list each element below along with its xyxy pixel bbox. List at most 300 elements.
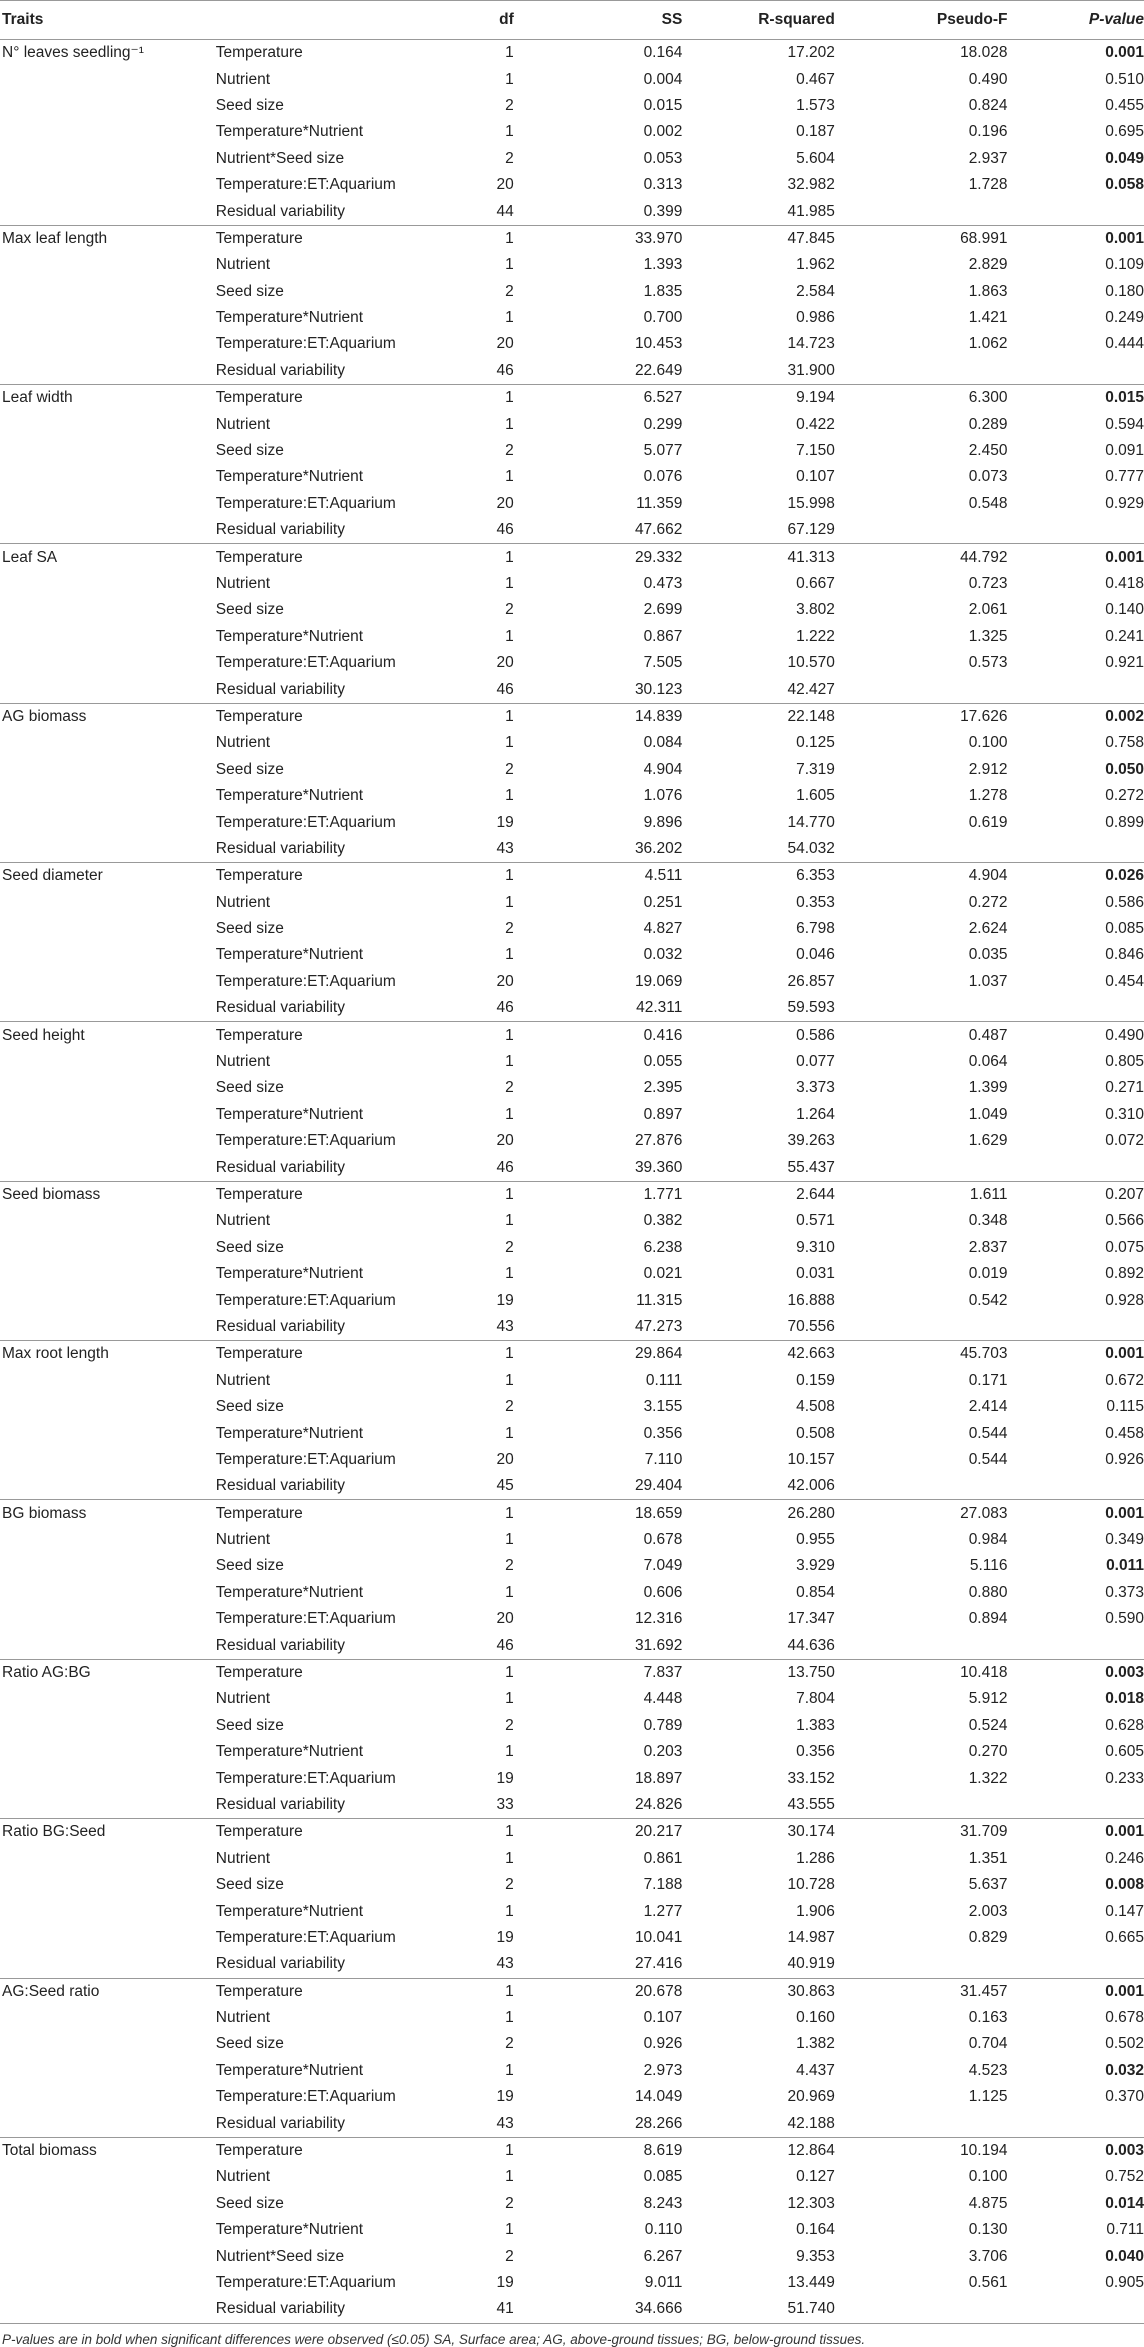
- table-row: [0, 1925, 1144, 1951]
- ss-value: 2.699: [643, 601, 683, 619]
- trait-name-empty: [0, 279, 216, 305]
- ss-value: 1.393: [643, 256, 683, 274]
- ss-value: 0.111: [645, 1371, 683, 1389]
- pseudo-f-value: 0.829: [968, 1928, 1008, 1946]
- df-value: 43: [496, 1317, 514, 1335]
- source-of-variation: Nutrient: [215, 734, 271, 752]
- header-r-squared: R-squared: [682, 1, 835, 40]
- p-value: [1007, 1951, 1144, 1978]
- p-value: 0.085: [1105, 920, 1144, 938]
- table-row: [0, 1208, 1144, 1234]
- trait-name-empty: [0, 995, 216, 1022]
- r-squared-value: 6.353: [682, 863, 835, 890]
- ss-value: 9.896: [643, 813, 683, 831]
- trait-name: Total biomass: [0, 2137, 216, 2164]
- p-value: 0.040: [1105, 2247, 1144, 2265]
- pseudo-f-value: 0.984: [968, 1531, 1008, 1549]
- trait-name-empty: [0, 2296, 216, 2322]
- df-value: 1: [505, 734, 514, 752]
- p-value: 0.072: [1105, 1132, 1144, 1150]
- r-squared-value: 14.723: [787, 335, 835, 353]
- source-of-variation: Nutrient: [215, 415, 271, 433]
- df-value: 46: [496, 680, 514, 698]
- trait-name-empty: [0, 1739, 216, 1765]
- df-value: 1: [423, 1978, 513, 2005]
- ss-value: 5.077: [643, 442, 683, 460]
- p-value: 0.015: [1007, 385, 1144, 412]
- ss-value: 0.399: [643, 202, 683, 220]
- pseudo-f-value: [835, 1632, 1008, 1659]
- r-squared-value: 0.160: [796, 2009, 835, 2027]
- source-of-variation: Nutrient: [215, 1053, 271, 1071]
- source-of-variation: Temperature*Nutrient: [215, 946, 364, 964]
- table-row: [0, 1473, 1144, 1500]
- df-value: 19: [496, 2088, 514, 2106]
- table-row: [0, 385, 1144, 412]
- trait-name-empty: [0, 916, 216, 942]
- ss-value: 0.021: [643, 1265, 683, 1283]
- table-row: [0, 2164, 1144, 2190]
- table-row: [0, 1287, 1144, 1313]
- source-of-variation: Temperature: [216, 703, 424, 730]
- p-value: 0.310: [1105, 1105, 1144, 1123]
- table-header: [0, 1, 1144, 40]
- df-value: 43: [496, 839, 514, 857]
- p-value: 0.207: [1007, 1181, 1144, 1208]
- pseudo-f-value: [835, 1314, 1008, 1341]
- table-row: [0, 783, 1144, 809]
- trait-name-empty: [0, 1580, 216, 1606]
- trait-name-empty: [0, 2191, 216, 2217]
- r-squared-value: 13.449: [787, 2274, 835, 2291]
- table-row: [0, 1580, 1144, 1606]
- df-value: 1: [505, 1690, 514, 1708]
- ss-value: 1.076: [643, 787, 683, 805]
- source-of-variation: Seed size: [215, 760, 284, 778]
- pseudo-f-value: 1.351: [968, 1849, 1008, 1867]
- ss-value: 0.085: [643, 2168, 683, 2186]
- table-row: [0, 571, 1144, 597]
- p-value: [1007, 1473, 1144, 1500]
- ss-value: 47.273: [634, 1317, 683, 1335]
- trait-name-empty: [0, 1368, 216, 1394]
- df-value: 1: [423, 863, 513, 890]
- source-of-variation: Temperature*Nutrient: [215, 2061, 364, 2079]
- trait-name-empty: [0, 331, 216, 357]
- source-of-variation: Residual variability: [215, 1477, 345, 1495]
- r-squared-value: 42.188: [787, 2114, 835, 2132]
- p-value: 0.455: [1105, 96, 1144, 114]
- table-row: [0, 146, 1144, 172]
- table-row: [0, 1553, 1144, 1579]
- p-value: 0.026: [1007, 863, 1144, 890]
- df-value: 20: [496, 494, 514, 512]
- df-value: 19: [496, 1291, 514, 1309]
- df-value: 1: [505, 44, 514, 62]
- pseudo-f-value: 2.061: [968, 601, 1008, 619]
- header-pseudo-f: Pseudo-F: [835, 1, 1008, 40]
- source-of-variation: Seed size: [215, 282, 284, 300]
- pseudo-f-value: 0.019: [968, 1265, 1008, 1283]
- ss-value: 0.203: [643, 1743, 683, 1761]
- r-squared-value: 1.286: [796, 1849, 835, 1867]
- df-value: 1: [423, 1181, 513, 1208]
- r-squared-value: 7.319: [796, 760, 835, 778]
- df-value: 2: [505, 1716, 514, 1734]
- p-value: 0.272: [1105, 787, 1144, 805]
- source-of-variation: Temperature:ET:Aquarium: [215, 335, 396, 353]
- p-value: 0.510: [1105, 70, 1144, 88]
- pseudo-f-value: 44.792: [835, 544, 1008, 571]
- r-squared-value: 1.382: [796, 2035, 835, 2053]
- pseudo-f-value: [835, 676, 1008, 703]
- p-value: 0.752: [1105, 2168, 1144, 2186]
- r-squared-value: 20.969: [787, 2088, 835, 2106]
- df-value: 20: [496, 1132, 514, 1150]
- df-value: 1: [505, 1849, 514, 1867]
- source-of-variation: Temperature:ET:Aquarium: [215, 1769, 396, 1787]
- source-of-variation: Residual variability: [215, 680, 345, 698]
- r-squared-value: 67.129: [787, 521, 835, 539]
- r-squared-value: 4.508: [796, 1398, 835, 1416]
- table-row: [0, 676, 1144, 703]
- r-squared-value: 0.353: [796, 893, 835, 911]
- table-row: [0, 464, 1144, 490]
- header-row: [0, 1, 1144, 40]
- df-value: 46: [496, 999, 514, 1017]
- ss-value: 0.084: [643, 734, 683, 752]
- trait-name-empty: [0, 66, 216, 92]
- source-of-variation: Nutrient*Seed size: [215, 2247, 345, 2265]
- ss-value: 10.041: [634, 1928, 683, 1946]
- trait-name-empty: [0, 2110, 216, 2137]
- table-row: [0, 1154, 1144, 1181]
- table-row: [0, 942, 1144, 968]
- ss-value: 0.926: [643, 2035, 683, 2053]
- p-value: 0.246: [1105, 1849, 1144, 1867]
- trait-name-empty: [0, 969, 216, 995]
- pseudo-f-value: 68.991: [835, 225, 1008, 252]
- df-value: 1: [423, 2137, 513, 2164]
- p-value: [1007, 1632, 1144, 1659]
- pseudo-f-value: 5.116: [969, 1557, 1008, 1575]
- r-squared-value: 39.263: [787, 1132, 835, 1150]
- table-row: [0, 2270, 1144, 2296]
- p-value: 0.050: [1105, 760, 1144, 778]
- r-squared-value: 59.593: [787, 999, 835, 1017]
- r-squared-value: 7.150: [796, 442, 835, 460]
- source-of-variation: Temperature: [216, 385, 424, 412]
- ss-value: 0.700: [643, 309, 683, 327]
- pseudo-f-value: [835, 2110, 1008, 2137]
- source-of-variation: Temperature:ET:Aquarium: [215, 1928, 396, 1946]
- table-row: [0, 1686, 1144, 1712]
- p-value: 0.001: [1007, 1500, 1144, 1527]
- pseudo-f-value: 2.937: [968, 149, 1008, 167]
- table-row: [0, 2137, 1144, 2164]
- ss-value: 0.055: [643, 1053, 683, 1071]
- pseudo-f-value: 1.062: [968, 335, 1008, 353]
- table-row: [0, 1368, 1144, 1394]
- df-value: 2: [505, 2035, 514, 2053]
- p-value: 0.672: [1105, 1371, 1144, 1389]
- p-value: 0.001: [1007, 225, 1144, 252]
- trait-name-empty: [0, 1553, 216, 1579]
- table-row: [0, 331, 1144, 357]
- ss-value: 4.904: [643, 760, 683, 778]
- source-of-variation: Temperature*Nutrient: [215, 1265, 364, 1283]
- trait-name-empty: [0, 517, 216, 544]
- source-of-variation: Seed size: [215, 442, 284, 460]
- pseudo-f-value: 0.544: [968, 1450, 1008, 1468]
- ss-value: 30.123: [634, 680, 683, 698]
- p-value: [1007, 198, 1144, 225]
- table-row: [0, 305, 1144, 331]
- p-value: 0.349: [1105, 1531, 1144, 1549]
- pseudo-f-value: 0.100: [968, 2168, 1008, 2186]
- pseudo-f-value: [835, 198, 1008, 225]
- p-value: [1007, 1792, 1144, 1819]
- r-squared-value: 70.556: [787, 1317, 835, 1335]
- trait-name-empty: [0, 1075, 216, 1101]
- p-value: 0.929: [1105, 494, 1144, 512]
- table-row: [0, 1792, 1144, 1819]
- trait-name-empty: [0, 119, 216, 145]
- table-row: [0, 2243, 1144, 2269]
- r-squared-value: 26.280: [682, 1500, 835, 1527]
- trait-name-empty: [0, 464, 216, 490]
- df-value: 19: [496, 813, 514, 831]
- pseudo-f-value: 0.880: [968, 1583, 1008, 1601]
- p-value: 0.777: [1105, 468, 1144, 486]
- pseudo-f-value: 0.894: [968, 1610, 1008, 1628]
- trait-name-empty: [0, 809, 216, 835]
- table-row: [0, 1314, 1144, 1341]
- trait-name: Seed height: [0, 1022, 216, 1049]
- pseudo-f-value: 0.824: [968, 96, 1008, 114]
- p-value: 0.665: [1105, 1928, 1144, 1946]
- ss-value: 0.861: [643, 1849, 683, 1867]
- r-squared-value: 41.313: [682, 544, 835, 571]
- r-squared-value: 0.127: [796, 2168, 835, 2186]
- r-squared-value: 5.604: [796, 149, 835, 167]
- p-value: [1007, 836, 1144, 863]
- r-squared-value: 30.174: [682, 1819, 835, 1846]
- source-of-variation: Seed size: [215, 1716, 284, 1734]
- r-squared-value: 54.032: [787, 839, 835, 857]
- ss-value: 7.505: [643, 654, 683, 672]
- p-value: 0.458: [1105, 1424, 1144, 1442]
- r-squared-value: 1.906: [796, 1902, 835, 1920]
- table-row: [0, 1632, 1144, 1659]
- r-squared-value: 9.353: [796, 2247, 835, 2265]
- trait-name-empty: [0, 1792, 216, 1819]
- ss-value: 20.678: [514, 1978, 683, 2005]
- ss-value: 36.202: [634, 839, 683, 857]
- pseudo-f-value: 10.418: [835, 1659, 1008, 1686]
- ss-value: 4.827: [643, 920, 683, 938]
- df-value: 2: [505, 1079, 514, 1097]
- table-row: [0, 1606, 1144, 1632]
- r-squared-value: 9.194: [682, 385, 835, 412]
- ss-value: 8.619: [514, 2137, 683, 2164]
- r-squared-value: 0.571: [796, 1212, 835, 1230]
- pseudo-f-value: 2.003: [968, 1902, 1008, 1920]
- r-squared-value: 33.152: [787, 1769, 835, 1787]
- source-of-variation: Seed size: [215, 1398, 284, 1416]
- pseudo-f-value: 4.523: [968, 2061, 1008, 2079]
- ss-value: 0.015: [643, 96, 683, 114]
- table-row: [0, 1102, 1144, 1128]
- table-row: [0, 1420, 1144, 1446]
- source-of-variation: Nutrient: [215, 1690, 271, 1708]
- ss-value: 7.188: [643, 1876, 683, 1894]
- df-value: 46: [496, 1158, 514, 1176]
- table-row: [0, 1022, 1144, 1049]
- trait-name: Seed diameter: [0, 863, 216, 890]
- trait-name-empty: [0, 1049, 216, 1075]
- table-row: [0, 1235, 1144, 1261]
- pseudo-f-value: 4.875: [968, 2194, 1008, 2212]
- r-squared-value: 0.854: [796, 1583, 835, 1601]
- pseudo-f-value: [835, 1473, 1008, 1500]
- source-of-variation: Temperature:ET:Aquarium: [215, 494, 396, 512]
- trait-name-empty: [0, 1846, 216, 1872]
- p-value: 0.032: [1105, 2061, 1144, 2079]
- table-row: [0, 225, 1144, 252]
- p-value: 0.058: [1105, 176, 1144, 194]
- table-footnote: P-values are in bold when significant differences were observed (≤0.05) SA, Surface area; AG, above-ground tissues; BG, below-ground tissues.: [0, 2323, 1144, 2347]
- source-of-variation: Residual variability: [215, 1636, 345, 1654]
- p-value: 0.233: [1105, 1769, 1144, 1787]
- r-squared-value: 0.164: [796, 2221, 835, 2239]
- ss-value: 1.771: [514, 1181, 683, 1208]
- r-squared-value: 1.962: [796, 256, 835, 274]
- trait-name-empty: [0, 1261, 216, 1287]
- ss-value: 42.311: [636, 999, 683, 1017]
- table-row: [0, 438, 1144, 464]
- table-row: [0, 1527, 1144, 1553]
- r-squared-value: 10.570: [787, 654, 835, 672]
- source-of-variation: Temperature*Nutrient: [215, 1583, 364, 1601]
- pseudo-f-value: 0.100: [968, 734, 1008, 752]
- trait-name-empty: [0, 2164, 216, 2190]
- r-squared-value: 0.986: [796, 309, 835, 327]
- r-squared-value: 17.347: [787, 1610, 835, 1628]
- df-value: 43: [496, 1955, 514, 1973]
- source-of-variation: Nutrient: [215, 1371, 271, 1389]
- ss-value: 4.511: [514, 863, 683, 890]
- trait-name-empty: [0, 146, 216, 172]
- ss-value: 47.662: [634, 521, 683, 539]
- pseudo-f-value: 0.073: [968, 468, 1008, 486]
- p-value: 0.147: [1105, 1902, 1144, 1920]
- table-row: [0, 916, 1144, 942]
- r-squared-value: 0.356: [796, 1743, 835, 1761]
- pseudo-f-value: [835, 358, 1008, 385]
- table-row: [0, 1394, 1144, 1420]
- df-value: 43: [496, 2114, 514, 2132]
- r-squared-value: 7.804: [796, 1690, 835, 1708]
- source-of-variation: Residual variability: [215, 521, 345, 539]
- table-row: [0, 1341, 1144, 1368]
- p-value: 0.758: [1105, 734, 1144, 752]
- pseudo-f-value: 1.037: [968, 972, 1008, 990]
- ss-value: 0.356: [643, 1424, 683, 1442]
- df-value: 1: [505, 309, 514, 327]
- trait-name-empty: [0, 2243, 216, 2269]
- source-of-variation: Temperature:ET:Aquarium: [215, 813, 396, 831]
- p-value: 0.014: [1105, 2194, 1144, 2212]
- p-value: 0.001: [1007, 1341, 1144, 1368]
- ss-value: 28.266: [634, 2114, 683, 2132]
- table-row: [0, 1872, 1144, 1898]
- p-value: 0.003: [1007, 2137, 1144, 2164]
- source-of-variation: Seed size: [215, 96, 284, 114]
- table-row: [0, 809, 1144, 835]
- source-of-variation: Seed size: [215, 920, 284, 938]
- ss-value: 0.897: [643, 1105, 683, 1123]
- r-squared-value: 0.586: [682, 1022, 835, 1049]
- source-of-variation: Temperature:ET:Aquarium: [215, 1132, 396, 1150]
- pseudo-f-value: 0.289: [968, 415, 1008, 433]
- df-value: 2: [505, 1876, 514, 1894]
- r-squared-value: 55.437: [787, 1158, 835, 1176]
- source-of-variation: Temperature*Nutrient: [215, 2221, 364, 2239]
- r-squared-value: 17.202: [787, 44, 835, 62]
- df-value: 2: [505, 920, 514, 938]
- pseudo-f-value: 0.619: [968, 813, 1008, 831]
- ss-value: 39.360: [634, 1158, 683, 1176]
- source-of-variation: Nutrient*Seed size: [215, 149, 345, 167]
- ss-value: 4.448: [643, 1690, 683, 1708]
- r-squared-value: 14.987: [787, 1928, 835, 1946]
- trait-name: BG biomass: [0, 1500, 216, 1527]
- trait-name: Ratio BG:Seed: [0, 1819, 216, 1846]
- source-of-variation: Temperature:ET:Aquarium: [215, 2088, 396, 2106]
- pseudo-f-value: 45.703: [835, 1341, 1008, 1368]
- df-value: 1: [505, 1424, 514, 1442]
- pseudo-f-value: 0.064: [968, 1053, 1008, 1071]
- p-value: 0.373: [1105, 1583, 1144, 1601]
- trait-name-empty: [0, 2270, 216, 2296]
- source-of-variation: Temperature: [216, 1022, 424, 1049]
- source-of-variation: Temperature:ET:Aquarium: [215, 1610, 396, 1628]
- source-of-variation: Seed size: [215, 601, 284, 619]
- ss-value: 14.839: [514, 703, 683, 730]
- table-row: [0, 252, 1144, 278]
- p-value: 0.241: [1105, 627, 1144, 645]
- r-squared-value: 0.467: [796, 70, 835, 88]
- df-value: 1: [423, 1341, 513, 1368]
- source-of-variation: Nutrient: [215, 1212, 271, 1230]
- source-of-variation: Temperature*Nutrient: [215, 1105, 364, 1123]
- p-value: 0.001: [1105, 44, 1144, 62]
- source-of-variation: Nutrient: [215, 2168, 271, 2186]
- ss-value: 0.053: [643, 149, 683, 167]
- table-row: [0, 411, 1144, 437]
- table-row: [0, 2217, 1144, 2243]
- df-value: 2: [505, 149, 514, 167]
- r-squared-value: 10.157: [787, 1450, 835, 1468]
- p-value: 0.926: [1105, 1450, 1144, 1468]
- source-of-variation: Residual variability: [215, 202, 345, 220]
- ss-value: 24.826: [634, 1795, 683, 1813]
- trait-name: N° leaves seedling⁻¹: [2, 44, 144, 62]
- r-squared-value: 42.663: [682, 1341, 835, 1368]
- p-value: 0.109: [1105, 256, 1144, 274]
- source-of-variation: Seed size: [215, 1238, 284, 1256]
